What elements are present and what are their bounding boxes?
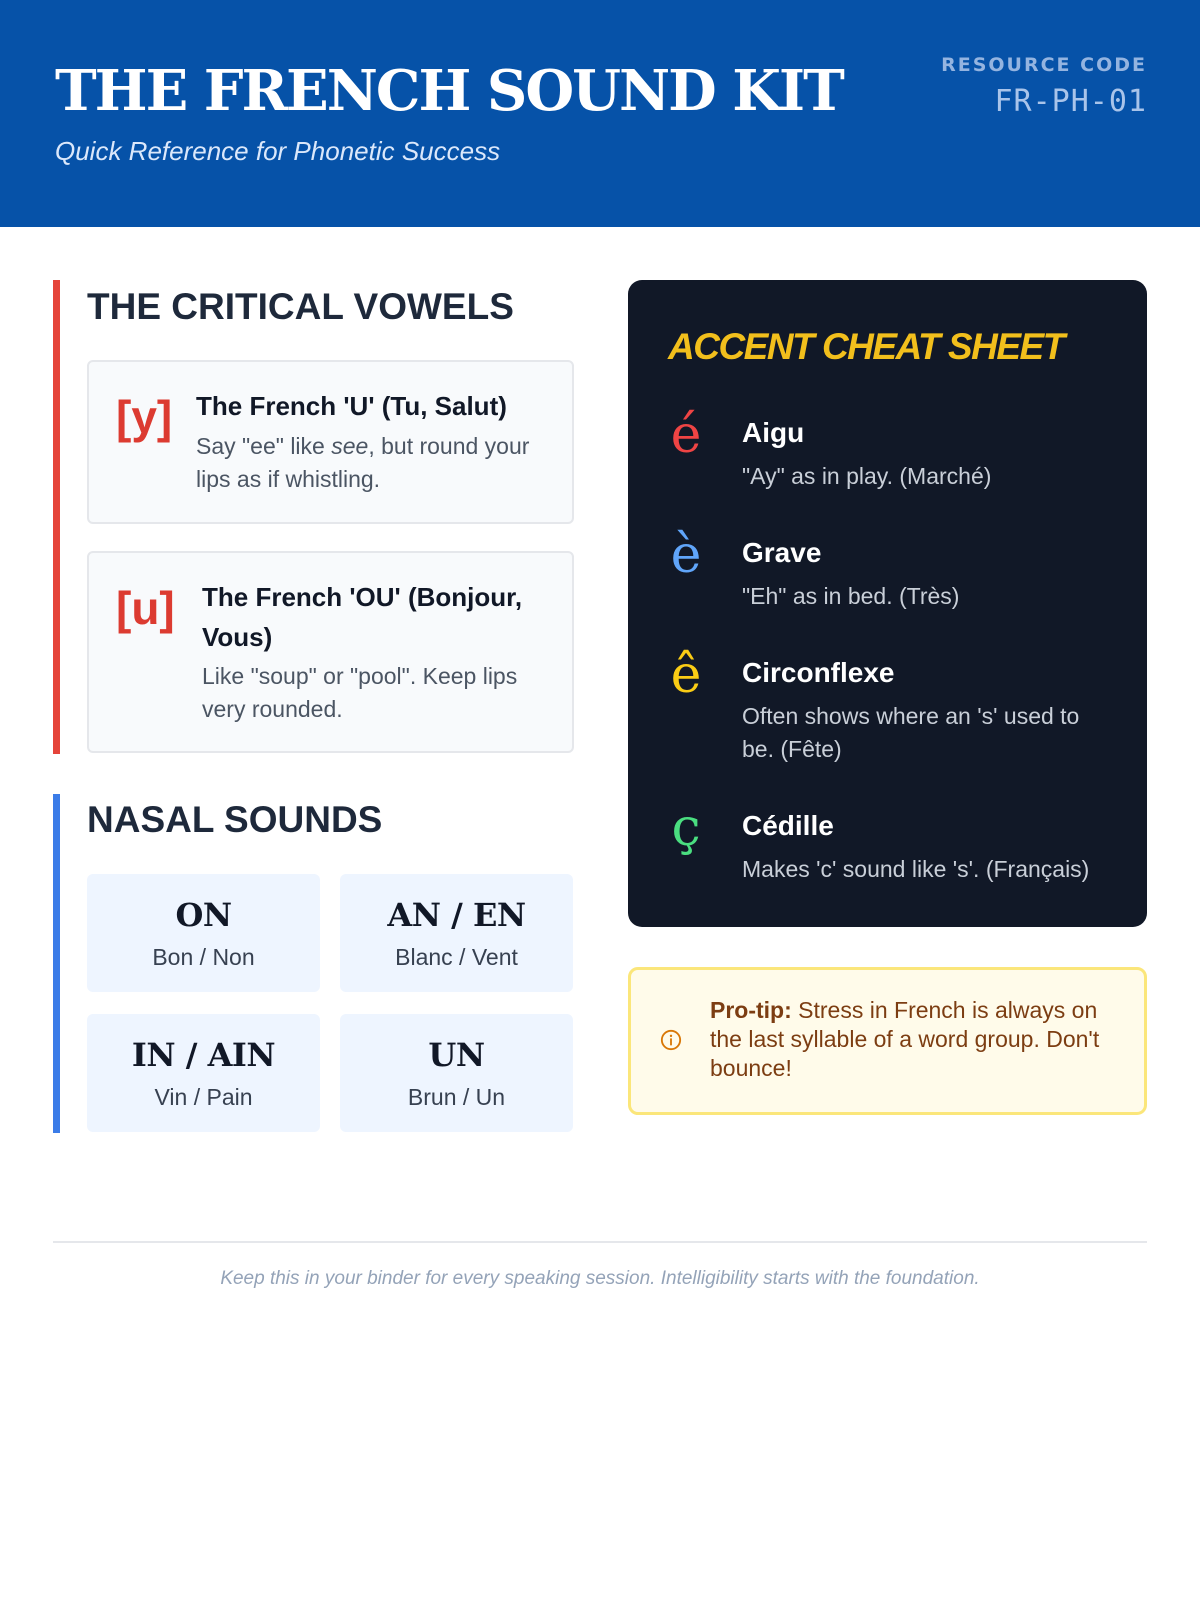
vowel-desc-part: , but round your lips as if whistling. bbox=[196, 433, 530, 492]
nasal-sound: UN bbox=[428, 1036, 485, 1074]
pro-tip-box bbox=[628, 967, 1147, 1115]
nasal-card-in-ain bbox=[87, 1014, 320, 1132]
pro-tip-body: Stress in French is always on the last syllable of a word group. Don't bounce! bbox=[710, 997, 1100, 1081]
accent-panel-title: ACCENT CHEAT SHEET bbox=[668, 326, 1064, 367]
vowels-section-bar bbox=[53, 280, 60, 754]
pro-tip-text bbox=[710, 996, 1120, 1083]
accent-description: Makes 'c' sound like 's'. (Français) bbox=[742, 856, 1090, 882]
page-title: THE FRENCH SOUND KIT bbox=[55, 58, 843, 124]
accent-glyph-circonflexe: ê bbox=[670, 645, 702, 705]
nasal-sound: IN / AIN bbox=[131, 1036, 276, 1074]
vowel-card-u bbox=[87, 551, 574, 753]
nasal-card-on bbox=[87, 874, 320, 992]
vowel-name: The French 'U' (Tu, Salut) bbox=[196, 391, 507, 421]
header-banner bbox=[0, 0, 1200, 227]
vowel-name: The French 'OU' (Bonjour, Vous) bbox=[202, 582, 523, 652]
accent-name: Grave bbox=[742, 537, 822, 568]
vowel-description bbox=[196, 430, 556, 496]
vowel-card-y bbox=[87, 360, 574, 524]
vowels-section-title: THE CRITICAL VOWELS bbox=[87, 286, 514, 327]
footer-divider bbox=[53, 1241, 1147, 1243]
resource-code: FR-PH-01 bbox=[994, 84, 1147, 119]
nasal-sound: AN / EN bbox=[387, 896, 526, 934]
nasal-section-bar bbox=[53, 794, 60, 1133]
nasal-example: Bon / Non bbox=[152, 944, 255, 970]
nasal-example: Blanc / Vent bbox=[395, 944, 518, 970]
accent-glyph-grave: è bbox=[670, 525, 702, 585]
accent-description: "Ay" as in play. (Marché) bbox=[742, 463, 992, 489]
nasal-card-un bbox=[340, 1014, 573, 1132]
accent-name: Cédille bbox=[742, 810, 834, 841]
accent-name: Circonflexe bbox=[742, 657, 895, 688]
nasal-example: Brun / Un bbox=[407, 1084, 506, 1110]
nasal-example: Vin / Pain bbox=[154, 1084, 253, 1110]
footer-note: Keep this in your binder for every speaking session. Intelligibility starts with the foundation. bbox=[220, 1268, 980, 1289]
page-subtitle: Quick Reference for Phonetic Success bbox=[55, 136, 501, 166]
accent-glyph-cedille: ç bbox=[671, 798, 701, 858]
accent-description: Often shows where an 's' used to be. (Fête) bbox=[742, 703, 1080, 762]
info-circle-icon bbox=[660, 1029, 682, 1051]
accent-description: "Eh" as in bed. (Très) bbox=[742, 583, 960, 609]
resource-code-label: RESOURCE CODE bbox=[941, 54, 1147, 76]
nasal-card-an-en bbox=[340, 874, 573, 992]
accent-cheat-sheet bbox=[628, 280, 1147, 927]
vowel-symbol: [u] bbox=[116, 582, 175, 634]
nasal-sound: ON bbox=[175, 896, 232, 934]
pro-tip-label: Pro-tip: bbox=[710, 997, 792, 1023]
nasal-section-title: NASAL SOUNDS bbox=[87, 799, 383, 840]
vowel-desc-part: Say "ee" like bbox=[196, 433, 332, 459]
vowel-description: Like "soup" or "pool". Keep lips very rounded. bbox=[202, 663, 518, 722]
vowel-desc-emphasis: see bbox=[331, 433, 369, 459]
vowel-symbol: [y] bbox=[116, 391, 173, 443]
accent-name: Aigu bbox=[742, 417, 805, 448]
accent-glyph-aigu: é bbox=[670, 405, 702, 465]
